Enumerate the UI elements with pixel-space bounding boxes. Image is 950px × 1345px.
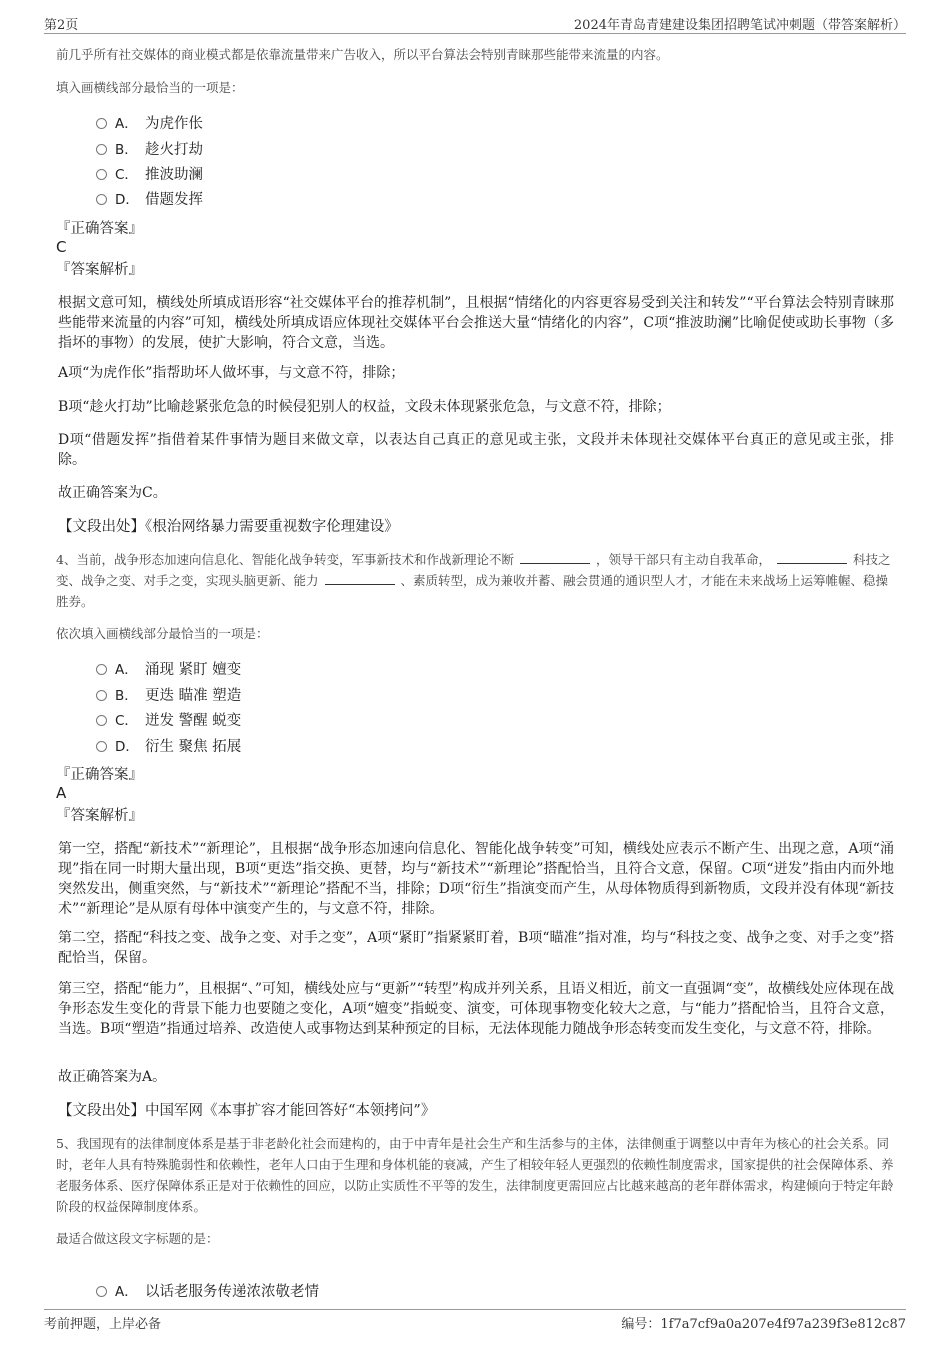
radio-icon[interactable] xyxy=(96,194,107,205)
q3-option-d[interactable]: D． 借题发挥 xyxy=(96,189,203,211)
document-id: 编号：1f7a7cf9a0a207e4f97a239f3e812c87 xyxy=(621,1317,906,1332)
q3-stem-tail: 前几乎所有社交媒体的商业模式都是依靠流量带来广告收入，所以平台算法会特别青睐那些能带来流量的内容。 xyxy=(56,47,669,62)
q3-analysis-label: 『答案解析』 xyxy=(56,262,143,278)
footer-divider xyxy=(44,1309,906,1310)
radio-icon[interactable] xyxy=(96,741,107,752)
q4-option-c[interactable]: C． 迸发 警醒 蜕变 xyxy=(96,710,241,732)
radio-icon[interactable] xyxy=(96,169,107,180)
q3-analysis-p3: B项“趁火打劫”比喻趁紧张危急的时候侵犯别人的权益，文段未体现紧张危急，与文意不符，排除； xyxy=(58,399,671,415)
q4-source: 【文段出处】中国军网《本事扩容才能回答好“本领拷问”》 xyxy=(58,1103,436,1119)
q3-analysis-p1: 根据文意可知，横线处所填成语形容“社交媒体平台的推荐机制”，且根据“情绪化的内容更容易受到关注和转发”“平台算法会特别青睐那些能带来流量的内容”可知，横线处所填成语应体现社交媒体平台会推送大量“情绪化的内容”，C项“推波助澜”比喻促使或助长事物（多指坏的事物）的发展，使扩大影响，符合文意，当选。 xyxy=(58,295,894,351)
header-divider xyxy=(44,33,906,34)
answer-blank xyxy=(777,551,847,564)
q3-answer-label: 『正确答案』 xyxy=(56,221,143,237)
q4-analysis-p4: 故正确答案为A。 xyxy=(58,1069,167,1085)
q3-option-a[interactable]: A． 为虎作伥 xyxy=(96,113,203,135)
q5-option-a[interactable]: A． 以话老服务传递浓浓敬老情 xyxy=(96,1281,319,1303)
answer-blank xyxy=(520,551,590,564)
q4-analysis-p1: 第一空，搭配“新技术”“新理论”，且根据“战争形态加速向信息化、智能化战争转变”可知，横线处应表示不断产生、出现之意，A项“涌现”指在同一时期大量出现，B项“更迭”指交换、更替，均与“新技术”“新理论”搭配恰当，且符合文意，保留。C项“迸发”指由内而外地突然发出，侧重突然，与“新技术”“新理论”搭配不当，排除；D项“衍生”指演变而产生，从母体物质得到新物质，文段并没有体现“新技术”“新理论”是从原有母体中演变产生的，与文意不符，排除。 xyxy=(58,841,894,917)
q3-option-b[interactable]: B． 趁火打劫 xyxy=(96,139,203,161)
q3-analysis-p2: A项“为虎作伥”指帮助坏人做坏事，与文意不符，排除； xyxy=(58,365,405,381)
q4-option-a[interactable]: A． 涌现 紧盯 嬗变 xyxy=(96,659,241,681)
q5-prompt: 最适合做这段文字标题的是： xyxy=(56,1231,219,1246)
q3-answer: C xyxy=(56,238,67,256)
q4-answer: A xyxy=(56,784,67,802)
page-header xyxy=(44,14,906,32)
q4-option-d[interactable]: D． 衍生 聚焦 拓展 xyxy=(96,736,241,758)
footer-slogan: 考前押题，上岸必备 xyxy=(44,1317,162,1332)
q4-analysis-label: 『答案解析』 xyxy=(56,808,143,824)
q5-stem: 5、我国现有的法律制度体系是基于非老龄化社会而建构的，由于中青年是社会生产和生活参与的主体，法律侧重于调整以中青年为核心的社会关系。同时，老年人具有特殊脆弱性和依赖性，老年人口由于生理和身体机能的衰减，产生了相较年轻人更强烈的依赖性制度需求，国家提供的社会保障体系、养老服务体系、医疗保障体系正是对于依赖性的回应，以防止实质性不平等的发生，法律制度更需回应占比越来越高的老年群体需求，构建倾向于特定年龄阶段的权益保障制度体系。 xyxy=(56,1136,894,1214)
radio-icon[interactable] xyxy=(96,690,107,701)
q3-option-c[interactable]: C． 推波助澜 xyxy=(96,164,203,186)
radio-icon[interactable] xyxy=(96,715,107,726)
radio-icon[interactable] xyxy=(96,144,107,155)
radio-icon[interactable] xyxy=(96,1286,107,1297)
document-title: 2024年青岛青建建设集团招聘笔试冲刺题（带答案解析） xyxy=(573,18,906,33)
answer-blank xyxy=(325,572,395,585)
q3-prompt: 填入画横线部分最恰当的一项是： xyxy=(56,80,244,95)
radio-icon[interactable] xyxy=(96,118,107,129)
q3-analysis-p4: D项“借题发挥”指借着某件事情为题目来做文章，以表达自己真正的意见或主张，文段并未体现社交媒体平台真正的意见或主张，排除。 xyxy=(58,432,894,468)
page-number: 第2页 xyxy=(44,18,79,33)
q4-option-b[interactable]: B． 更迭 瞄准 塑造 xyxy=(96,685,241,707)
q4-analysis-p2: 第二空，搭配“科技之变、战争之变、对手之变”，A项“紧盯”指紧紧盯着，B项“瞄准”指对准，均与“科技之变、战争之变、对手之变”搭配恰当，保留。 xyxy=(58,930,894,966)
q4-analysis-p3: 第三空，搭配“能力”，且根据“、”可知，横线处应与“更新”“转型”构成并列关系，且语义相近，前文一直强调“变”，故横线处应体现在战争形态发生变化的背景下能力也要随之变化，A项“嬗变”指蜕变、演变，可体现事物变化较大之意，与“能力”搭配恰当，且符合文意，当选。B项“塑造”指通过培养、改造使人或事物达到某种预定的目标，无法体现能力随战争形态转变而发生变化，与文意不符，排除。 xyxy=(58,981,894,1037)
q3-analysis-p5: 故正确答案为C。 xyxy=(58,485,167,501)
q3-source: 【文段出处】《根治网络暴力需要重视数字伦理建设》 xyxy=(58,519,399,535)
q4-prompt: 依次填入画横线部分最恰当的一项是： xyxy=(56,626,269,641)
q4-answer-label: 『正确答案』 xyxy=(56,767,143,783)
radio-icon[interactable] xyxy=(96,664,107,675)
q4-stem: 4、当前，战争形态加速向信息化、智能化战争转变，军事新技术和作战新理论不断 ，领导干部只有主动自我革命， 科技之变、战争之变、对手之变，实现头脑更新、能力 、素质转型，成为兼收并蓄、融会贯通的通识型人才，才能在未来战场上运筹帷幄、稳操胜券。 xyxy=(56,552,891,609)
